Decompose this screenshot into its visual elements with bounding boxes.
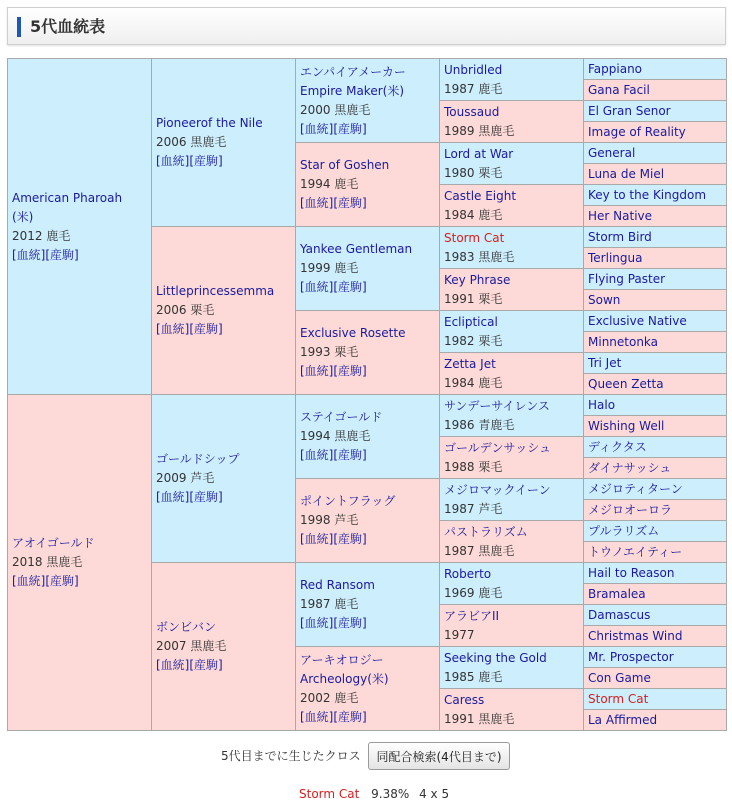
horse-name-link[interactable]: アーキオロジー xyxy=(300,652,384,667)
horse-name-link[interactable]: Minnetonka xyxy=(588,334,659,349)
horse-info: 2000 黒鹿毛 xyxy=(300,102,371,117)
pedigree-progeny-links[interactable]: [血統][産駒] xyxy=(12,574,79,588)
pedigree-cell-g3 xyxy=(296,227,440,311)
horse-info: 2007 黒鹿毛 xyxy=(156,639,227,653)
horse-name-alt[interactable]: (米) xyxy=(12,209,34,224)
horse-info: 1980 栗毛 xyxy=(444,165,503,180)
pedigree-cell-g3 xyxy=(296,311,440,395)
pedigree-cell-g2 xyxy=(152,227,296,395)
pedigree-cell-g4 xyxy=(440,101,584,143)
horse-info: 2009 芦毛 xyxy=(156,471,215,485)
horse-info: 1988 栗毛 xyxy=(444,459,503,474)
pedigree-progeny-links[interactable]: [血統][産駒] xyxy=(156,658,223,672)
horse-name-link[interactable]: ステイゴールド xyxy=(300,410,383,424)
horse-info: 1991 黒鹿毛 xyxy=(444,711,515,726)
horse-name-link[interactable]: Castle Eight xyxy=(444,188,517,203)
pedigree-progeny-links[interactable]: [血統][産駒] xyxy=(300,616,367,630)
pedigree-cell-g5 xyxy=(584,584,727,605)
horse-info: 2012 鹿毛 xyxy=(12,228,71,243)
pedigree-cell-g3 xyxy=(296,143,440,227)
pedigree-cell-g5 xyxy=(584,269,727,290)
horse-name-link[interactable]: エンパイアメーカー xyxy=(300,64,406,79)
horse-name-link[interactable]: Yankee Gentleman xyxy=(300,242,413,256)
horse-info: 1987 鹿毛 xyxy=(300,597,359,611)
pedigree-progeny-links[interactable]: [血統][産駒] xyxy=(300,280,367,294)
horse-info: 1993 栗毛 xyxy=(300,345,359,359)
horse-name-link[interactable]: Sown xyxy=(588,292,621,307)
horse-name-link[interactable]: American Pharoah xyxy=(12,190,123,205)
horse-info: 2018 黒鹿毛 xyxy=(12,555,83,569)
pedigree-cell-g4 xyxy=(440,59,584,101)
horse-name-link[interactable]: Unbridled xyxy=(444,62,503,77)
horse-name-link[interactable]: General xyxy=(588,145,636,160)
horse-name-link[interactable]: ディクタス xyxy=(588,439,647,454)
horse-info: 1984 鹿毛 xyxy=(444,375,503,390)
pedigree-cell-g5 xyxy=(584,521,727,542)
pedigree-cell-g5 xyxy=(584,122,727,143)
horse-name-alt[interactable]: Archeology(米) xyxy=(300,671,389,686)
horse-name-link[interactable]: Exclusive Native xyxy=(588,313,687,328)
pedigree-progeny-links[interactable]: [血統][産駒] xyxy=(300,121,367,136)
pedigree-cell-g3 xyxy=(296,59,440,143)
section-header xyxy=(7,7,726,45)
pedigree-cell-g4 xyxy=(440,143,584,185)
pedigree-cell-g5 xyxy=(584,395,727,416)
pedigree-cell-g4 xyxy=(440,479,584,521)
pedigree-cell-g4 xyxy=(440,185,584,227)
horse-name-link[interactable]: Image of Reality xyxy=(588,124,686,139)
pedigree-cell-g4 xyxy=(440,605,584,647)
pedigree-progeny-links[interactable]: [血統][産駒] xyxy=(300,448,367,462)
horse-name-link[interactable]: アオイゴールド xyxy=(12,536,95,550)
pedigree-cell-g5 xyxy=(584,332,727,353)
horse-name-link[interactable]: メジロティターン xyxy=(588,481,683,496)
horse-name-link[interactable]: Bramalea xyxy=(588,586,646,601)
horse-name-link[interactable]: Terlingua xyxy=(588,250,643,265)
horse-name-link[interactable]: ボンビバン xyxy=(156,620,217,634)
horse-name-link[interactable]: La Affirmed xyxy=(588,712,658,727)
pedigree-cell-g5 xyxy=(584,458,727,479)
cross-percent: 9.38% xyxy=(371,787,410,801)
horse-name-link[interactable]: Star of Goshen xyxy=(300,158,390,172)
pedigree-table xyxy=(7,58,727,731)
pedigree-progeny-links[interactable]: [血統][産駒] xyxy=(156,154,223,168)
pedigree-cell-g5 xyxy=(584,248,727,269)
pedigree-cell-g1 xyxy=(8,59,152,395)
horse-info: 1989 黒鹿毛 xyxy=(444,123,515,138)
pedigree-cell-g5 xyxy=(584,311,727,332)
pedigree-cell-g4 xyxy=(440,437,584,479)
pedigree-cell-g2 xyxy=(152,59,296,227)
pedigree-cell-g4 xyxy=(440,647,584,689)
horse-name-alt[interactable]: Empire Maker(米) xyxy=(300,83,404,98)
horse-name-link[interactable]: Exclusive Rosette xyxy=(300,326,406,340)
horse-name-link[interactable]: Storm Cat xyxy=(444,230,505,245)
pedigree-cell-g5 xyxy=(584,416,727,437)
horse-name-link[interactable]: Luna de Miel xyxy=(588,166,665,181)
horse-name-link[interactable]: Hail to Reason xyxy=(588,565,675,580)
pedigree-cell-g5 xyxy=(584,626,727,647)
pedigree-cell-g5 xyxy=(584,206,727,227)
horse-info: 1994 黒鹿毛 xyxy=(300,429,371,443)
horse-name-link[interactable]: Red Ransom xyxy=(300,578,375,592)
pedigree-progeny-links[interactable]: [血統][産駒] xyxy=(300,196,367,210)
pedigree-cell-g5 xyxy=(584,353,727,374)
horse-name-link[interactable]: Seeking the Gold xyxy=(444,650,547,665)
horse-info: 1983 黒鹿毛 xyxy=(444,249,515,264)
horse-name-link[interactable]: Storm Bird xyxy=(588,229,652,244)
pedigree-cell-g5 xyxy=(584,647,727,668)
horse-name-link[interactable]: アラビアII xyxy=(444,608,500,623)
horse-info: 1985 鹿毛 xyxy=(444,669,503,684)
horse-name-link[interactable]: Littleprincessemma xyxy=(156,284,275,298)
horse-name-link[interactable]: プルラリズム xyxy=(588,523,660,538)
pedigree-cell-g4 xyxy=(440,563,584,605)
horse-name-link[interactable]: Pioneerof the Nile xyxy=(156,116,263,130)
horse-name-link[interactable]: Caress xyxy=(444,692,485,707)
horse-info: 1991 栗毛 xyxy=(444,291,503,306)
pedigree-progeny-links[interactable]: [血統][産駒] xyxy=(300,532,367,546)
pedigree-progeny-links[interactable]: [血統][産駒] xyxy=(300,364,367,378)
pedigree-cell-g4 xyxy=(440,269,584,311)
horse-name-link[interactable]: Wishing Well xyxy=(588,418,665,433)
pedigree-cell-g4 xyxy=(440,395,584,437)
header-accent-bar xyxy=(17,17,21,37)
pedigree-cell-g5 xyxy=(584,479,727,500)
pedigree-progeny-links[interactable]: [血統][産駒] xyxy=(156,322,223,336)
pedigree-cell-g5 xyxy=(584,101,727,122)
horse-name-link[interactable]: El Gran Senor xyxy=(588,103,671,118)
cross-generations: 4 x 5 xyxy=(419,787,450,801)
horse-name-link[interactable]: Halo xyxy=(588,397,616,412)
horse-name-link[interactable]: ダイナサッシュ xyxy=(588,460,672,475)
pedigree-cell-g5 xyxy=(584,290,727,311)
horse-info: 1977 xyxy=(444,627,475,642)
pedigree-cell-g5 xyxy=(584,227,727,248)
pedigree-cell-g3 xyxy=(296,647,440,731)
pedigree-cell-g5 xyxy=(584,500,727,521)
horse-info: 2006 栗毛 xyxy=(156,303,215,317)
pedigree-cell-g5 xyxy=(584,80,727,101)
pedigree-cell-g3 xyxy=(296,395,440,479)
pedigree-cell-g5 xyxy=(584,689,727,710)
pedigree-cell-g5 xyxy=(584,710,727,731)
horse-info: 1987 鹿毛 xyxy=(444,81,503,96)
horse-name-link[interactable]: Roberto xyxy=(444,566,492,581)
horse-name-link[interactable]: Toussaud xyxy=(444,104,500,119)
horse-info: 2006 黒鹿毛 xyxy=(156,135,227,149)
horse-name-link[interactable]: Zetta Jet xyxy=(444,356,496,371)
pedigree-cell-g4 xyxy=(440,227,584,269)
horse-name-link[interactable]: Flying Paster xyxy=(588,271,666,286)
horse-info: 2002 鹿毛 xyxy=(300,690,359,705)
horse-name-link[interactable]: メジロマックイーン xyxy=(444,482,551,497)
page-title: 5代血統表 xyxy=(30,17,106,36)
pedigree-progeny-links[interactable]: [血統][産駒] xyxy=(12,247,79,262)
horse-info: 1998 芦毛 xyxy=(300,513,359,527)
cross-horse-link[interactable]: Storm Cat xyxy=(299,787,360,801)
horse-name-link[interactable]: サンデーサイレンス xyxy=(444,398,550,413)
horse-info: 1994 鹿毛 xyxy=(300,177,359,191)
pedigree-progeny-links[interactable]: [血統][産駒] xyxy=(156,490,223,504)
pedigree-cell-g5 xyxy=(584,437,727,458)
horse-name-link[interactable]: Christmas Wind xyxy=(588,628,683,643)
horse-info: 1984 鹿毛 xyxy=(444,207,503,222)
pedigree-cell-g4 xyxy=(440,353,584,395)
horse-name-link[interactable]: Damascus xyxy=(588,607,651,622)
cross-label: 5代目までに生じたクロス xyxy=(221,749,361,763)
horse-name-link[interactable]: トウノエイティー xyxy=(588,544,683,559)
pedigree-cell-g4 xyxy=(440,521,584,563)
horse-name-link[interactable]: Key Phrase xyxy=(444,272,511,287)
pedigree-cell-g5 xyxy=(584,185,727,206)
pedigree-cell-g3 xyxy=(296,479,440,563)
pedigree-cell-g5 xyxy=(584,374,727,395)
pedigree-cell-g4 xyxy=(440,311,584,353)
pedigree-cell-g5 xyxy=(584,542,727,563)
horse-name-link[interactable]: Gana Facil xyxy=(588,82,650,97)
horse-info: 1982 栗毛 xyxy=(444,333,503,348)
horse-name-link[interactable]: ゴールドシップ xyxy=(156,452,240,466)
horse-name-link[interactable]: Storm Cat xyxy=(588,691,649,706)
horse-name-link[interactable]: ポイントフラッグ xyxy=(300,494,396,508)
pedigree-progeny-links[interactable]: [血統][産駒] xyxy=(300,709,367,724)
horse-info: 1987 黒鹿毛 xyxy=(444,543,515,558)
horse-info: 1999 鹿毛 xyxy=(300,261,359,275)
pedigree-cell-g5 xyxy=(584,668,727,689)
cross-entry xyxy=(299,786,449,802)
horse-name-link[interactable]: メジロオーロラ xyxy=(588,502,673,517)
pedigree-cell-g2 xyxy=(152,395,296,563)
pedigree-cell-g1 xyxy=(8,395,152,731)
horse-name-link[interactable]: Fappiano xyxy=(588,61,643,76)
horse-name-link[interactable]: パストラリズム xyxy=(444,524,528,539)
pedigree-cell-g3 xyxy=(296,563,440,647)
horse-name-link[interactable]: Ecliptical xyxy=(444,314,498,329)
pedigree-cell-g5 xyxy=(584,164,727,185)
horse-name-link[interactable]: Queen Zetta xyxy=(588,376,664,391)
horse-name-link[interactable]: Key to the Kingdom xyxy=(588,187,707,202)
horse-name-link[interactable]: ゴールデンサッシュ xyxy=(444,440,552,455)
horse-name-link[interactable]: Lord at War xyxy=(444,146,514,161)
pedigree-cell-g2 xyxy=(152,563,296,731)
pedigree-cell-g5 xyxy=(584,143,727,164)
same-mating-search-button[interactable]: 同配合検索(4代目まで) xyxy=(368,742,510,770)
horse-info: 1987 芦毛 xyxy=(444,501,503,516)
pedigree-cell-g5 xyxy=(584,59,727,80)
horse-info: 1986 青鹿毛 xyxy=(444,417,515,432)
horse-info: 1969 鹿毛 xyxy=(444,585,503,600)
horse-name-link[interactable]: Her Native xyxy=(588,208,653,223)
pedigree-cell-g5 xyxy=(584,605,727,626)
pedigree-cell-g5 xyxy=(584,563,727,584)
pedigree-cell-g4 xyxy=(440,689,584,731)
horse-name-link[interactable]: Mr. Prospector xyxy=(588,649,674,664)
horse-name-link[interactable]: Tri Jet xyxy=(588,355,622,370)
horse-name-link[interactable]: Con Game xyxy=(588,670,651,685)
